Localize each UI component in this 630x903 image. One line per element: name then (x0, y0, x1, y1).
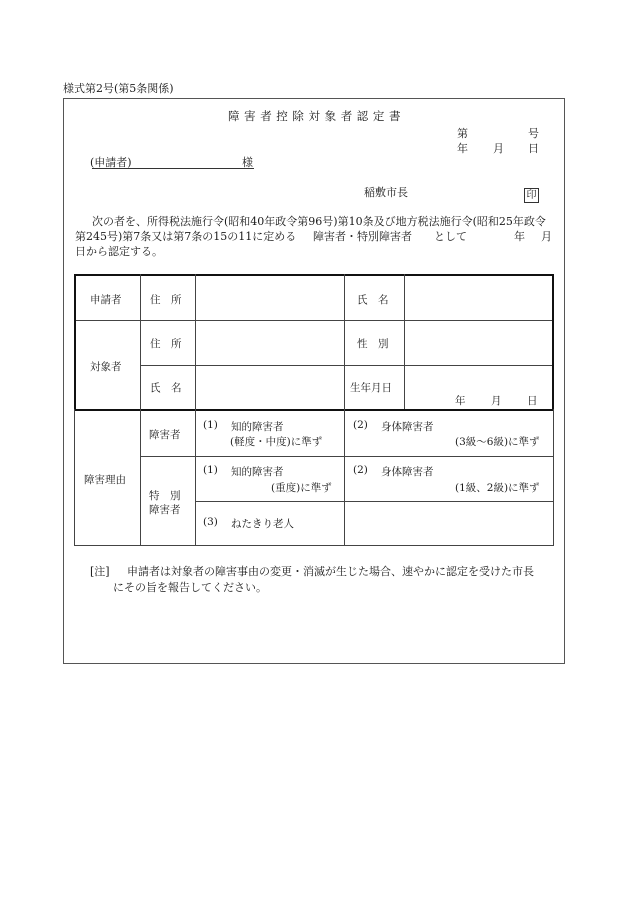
body-line-2a: 第245号)第7条又は第7条の15の11に定める (75, 230, 297, 243)
s3-num: (3) (203, 516, 218, 528)
note-line-2: にその旨を報告してください。 (113, 581, 267, 594)
cell-target-birthdate: 生年月日 (350, 382, 392, 394)
d1-title: 知的障害者 (231, 421, 284, 433)
body-year-label: 年 (514, 230, 525, 243)
cell-target-address: 住 所 (150, 338, 182, 350)
table-left-border-thick (74, 274, 76, 411)
table-col-line (195, 274, 196, 409)
table-right-border-thick (552, 274, 554, 411)
number-go: 号 (528, 127, 539, 140)
table-row-line (195, 501, 554, 502)
date-year-label: 年 (457, 142, 468, 155)
d2-title: 身体障害者 (381, 421, 434, 433)
cell-special-1: 特 別 (149, 490, 181, 502)
s3-title: ねたきり老人 (231, 518, 294, 530)
body-line-3: 日から認定する。 (75, 245, 163, 258)
s1-sub: (重度)に準ず (271, 482, 332, 494)
table-mid-border (74, 409, 554, 411)
note-line-1: 申請者は対象者の障害事由の変更・消滅が生じた場合、速やかに認定を受けた市長 (127, 565, 534, 578)
table-top-border (74, 274, 554, 276)
applicant-sama: 様 (242, 156, 253, 169)
applicant-label: (申請者) (90, 156, 132, 169)
cell-target: 対象者 (90, 361, 122, 373)
date-day-label: 日 (528, 142, 539, 155)
s1-num: (1) (203, 464, 218, 476)
s2-title: 身体障害者 (381, 466, 434, 478)
cell-applicant: 申請者 (90, 294, 122, 306)
number-dai: 第 (457, 127, 468, 140)
cell-applicant-name: 氏 名 (357, 294, 389, 306)
body-month-label: 月 (541, 230, 552, 243)
table-col-line (344, 274, 345, 546)
birth-month-label: 月 (491, 395, 502, 407)
cell-reason: 障害理由 (84, 474, 126, 486)
table-bottom-border (74, 545, 554, 546)
body-line-1: 次の者を、所得税法施行令(昭和40年政令第96号)第10条及び地方税法施行令(昭和25年政令 (92, 215, 546, 228)
d1-sub: (軽度・中度)に準ず (230, 436, 323, 448)
table-col-line (195, 409, 196, 546)
s1-title: 知的障害者 (231, 466, 284, 478)
table-right-border (553, 409, 554, 546)
table-col-line (140, 274, 141, 546)
cell-disabled: 障害者 (149, 429, 181, 441)
note-label: [注] (90, 565, 110, 578)
table-row-line (140, 456, 554, 457)
cell-target-name: 氏 名 (150, 382, 182, 394)
s2-sub: (1級、2級)に準ず (455, 482, 540, 494)
table-row-line (140, 365, 554, 366)
cell-target-gender: 性 別 (357, 338, 389, 350)
birth-day-label: 日 (527, 395, 538, 407)
d1-num: (1) (203, 419, 218, 431)
form-number: 様式第2号(第5条関係) (63, 82, 174, 95)
d2-sub: (3級～6級)に準ず (455, 436, 540, 448)
cell-applicant-address: 住 所 (150, 294, 182, 306)
date-month-label: 月 (493, 142, 504, 155)
d2-num: (2) (353, 419, 368, 431)
table-col-line (404, 274, 405, 409)
cell-special-2: 障害者 (149, 504, 181, 516)
s2-num: (2) (353, 464, 368, 476)
table-row-line (74, 320, 554, 321)
birth-year-label: 年 (455, 395, 466, 407)
document-title: 障害者控除対象者認定書 (228, 109, 406, 123)
seal-stamp: 印 (524, 183, 539, 203)
table-left-border (74, 409, 75, 546)
body-line-2c: として (434, 230, 467, 243)
mayor-title: 稲敷市長 (364, 186, 408, 199)
body-line-2b: 障害者・特別障害者 (313, 230, 412, 243)
